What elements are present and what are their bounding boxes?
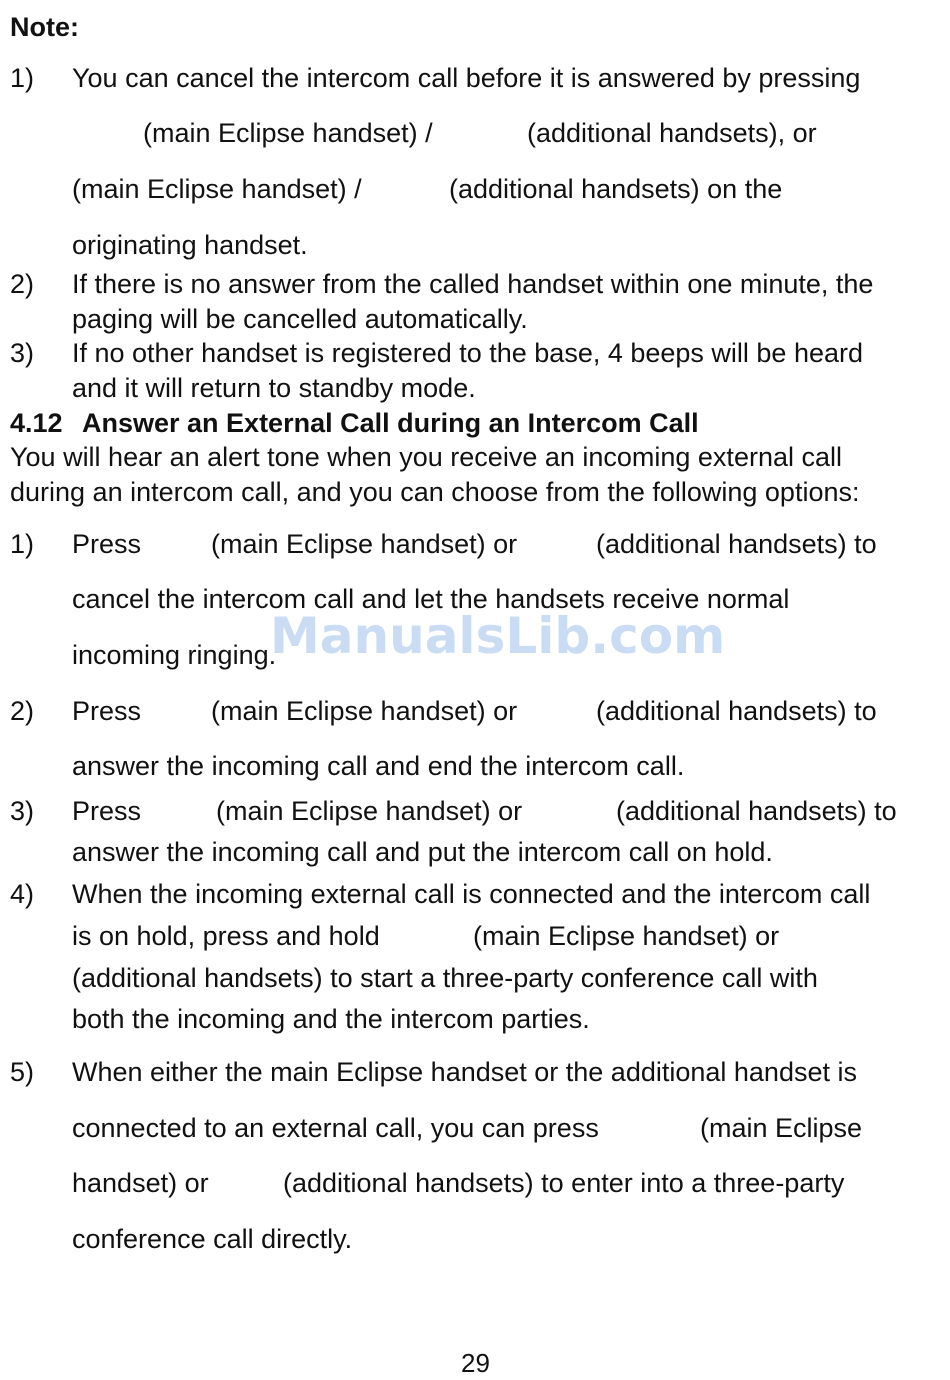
option-3-main: (main Eclipse handset) or — [216, 796, 523, 826]
note-item-3-line-1: If no other handset is registered to the base, 4 beeps will be heard — [72, 338, 864, 368]
note-item-3-line-2: and it will return to standby mode. — [72, 373, 476, 403]
option-2-main: (main Eclipse handset) or — [211, 696, 518, 726]
note-heading: Note: — [10, 12, 79, 42]
page-number: 29 — [461, 1348, 490, 1378]
option-5-number: 5) — [10, 1057, 35, 1087]
option-5-line-2b: (main Eclipse — [700, 1113, 863, 1143]
note-item-1-number: 1) — [10, 63, 35, 93]
option-2-line-2: answer the incoming call and end the intercom call. — [72, 751, 685, 781]
note-item-3-number: 3) — [10, 338, 35, 368]
option-4-line-1: When the incoming external call is connected and the intercom call — [72, 879, 871, 909]
option-5-line-1: When either the main Eclipse handset or the additional handset is — [72, 1057, 857, 1087]
option-3-line-2: answer the incoming call and put the intercom call on hold. — [72, 837, 773, 867]
note-item-1-line-1: You can cancel the intercom call before it is answered by pressing — [72, 63, 861, 93]
note-item-1-line-2a: (main Eclipse handset) / — [143, 118, 433, 148]
option-5-line-3a: handset) or — [72, 1168, 209, 1198]
option-1-line-3: incoming ringing. — [72, 640, 277, 670]
option-3-additional: (additional handsets) to — [616, 796, 897, 826]
option-4-line-4: both the incoming and the intercom parties. — [72, 1004, 590, 1034]
option-2-number: 2) — [10, 696, 35, 726]
option-4-line-2b: (main Eclipse handset) or — [473, 921, 780, 951]
note-item-1-line-4: originating handset. — [72, 230, 308, 260]
section-title: Answer an External Call during an Intercom Call — [82, 408, 699, 438]
option-4-line-2a: is on hold, press and hold — [72, 921, 380, 951]
option-1-press: Press — [72, 529, 142, 559]
option-1-main: (main Eclipse handset) or — [211, 529, 518, 559]
option-4-number: 4) — [10, 879, 35, 909]
option-5-line-3b: (additional handsets) to enter into a three-party — [283, 1168, 845, 1198]
option-1-line-2: cancel the intercom call and let the handsets receive normal — [72, 584, 790, 614]
option-2-press: Press — [72, 696, 142, 726]
option-3-number: 3) — [10, 796, 35, 826]
note-item-1-line-3a: (main Eclipse handset) / — [72, 174, 362, 204]
option-5-line-2a: connected to an external call, you can press — [72, 1113, 599, 1143]
note-item-1-line-3b: (additional handsets) on the — [449, 174, 783, 204]
option-4-line-3: (additional handsets) to start a three-party conference call with — [72, 963, 818, 993]
option-1-number: 1) — [10, 529, 35, 559]
note-item-2-number: 2) — [10, 269, 35, 299]
note-item-2-line-2: paging will be cancelled automatically. — [72, 304, 528, 334]
watermark: ManualsLib.com — [270, 607, 726, 665]
note-item-1-line-2b: (additional handsets), or — [527, 118, 817, 148]
option-1-additional: (additional handsets) to — [596, 529, 877, 559]
option-5-line-4: conference call directly. — [72, 1224, 353, 1254]
option-3-press: Press — [72, 796, 142, 826]
section-number: 4.12 — [10, 408, 63, 438]
section-intro-line-1: You will hear an alert tone when you receive an incoming external call — [10, 442, 842, 472]
note-item-2-line-1: If there is no answer from the called handset within one minute, the — [72, 269, 874, 299]
option-2-additional: (additional handsets) to — [596, 696, 877, 726]
section-intro-line-2: during an intercom call, and you can choose from the following options: — [10, 477, 860, 507]
